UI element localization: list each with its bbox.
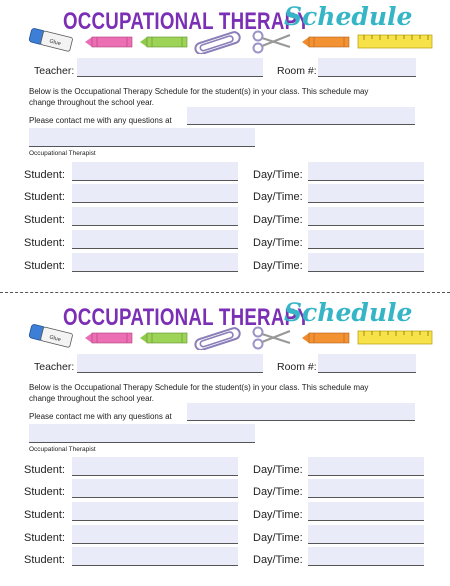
teacher-field[interactable] <box>77 354 263 373</box>
daytime-label: Day/Time: <box>253 509 303 521</box>
student-field[interactable] <box>72 502 238 521</box>
teacher-label: Teacher: <box>34 65 75 77</box>
daytime-field[interactable] <box>308 525 424 544</box>
cut-line <box>0 292 450 293</box>
svg-text:Glue: Glue <box>48 334 62 344</box>
ruler-icon <box>358 35 432 48</box>
therapist-label: Occupational Therapist <box>29 446 96 453</box>
green-crayon-icon <box>140 333 187 343</box>
schedule-form-top <box>0 0 450 290</box>
daytime-label: Day/Time: <box>253 554 303 566</box>
student-field[interactable] <box>72 230 238 249</box>
room-field[interactable] <box>318 354 416 373</box>
glue-stick-icon <box>29 28 73 52</box>
daytime-label: Day/Time: <box>253 169 303 181</box>
daytime-field[interactable] <box>308 502 424 521</box>
title-main: OCCUPATIONAL THERAPY <box>63 304 311 331</box>
daytime-label: Day/Time: <box>253 260 303 272</box>
title-script: Schedule <box>284 2 413 31</box>
title-script: Schedule <box>284 298 413 327</box>
intro-line-2: change throughout the school year. <box>29 394 154 403</box>
room-label: Room #: <box>277 361 317 373</box>
student-field[interactable] <box>72 547 238 566</box>
student-label: Student: <box>24 464 65 476</box>
supplies-banner <box>0 324 450 350</box>
intro-line-1: Below is the Occupational Therapy Schedule for the student(s) in your class. This schedule may <box>29 87 369 96</box>
student-field[interactable] <box>72 162 238 181</box>
daytime-field[interactable] <box>308 457 424 476</box>
orange-crayon-icon <box>302 333 349 343</box>
glue-stick-icon <box>29 324 73 348</box>
orange-crayon-icon <box>302 37 349 47</box>
student-label: Student: <box>24 237 65 249</box>
student-label: Student: <box>24 554 65 566</box>
daytime-label: Day/Time: <box>253 214 303 226</box>
contact-field[interactable] <box>187 107 415 125</box>
teacher-field[interactable] <box>77 58 263 77</box>
therapist-field[interactable] <box>29 128 255 147</box>
pink-crayon-icon <box>85 37 132 47</box>
student-label: Student: <box>24 486 65 498</box>
scissors-icon <box>254 328 291 349</box>
intro-line-1: Below is the Occupational Therapy Schedule for the student(s) in your class. This schedule may <box>29 383 369 392</box>
room-label: Room #: <box>277 65 317 77</box>
therapist-label: Occupational Therapist <box>29 150 96 157</box>
title-main: OCCUPATIONAL THERAPY <box>63 8 311 35</box>
student-label: Student: <box>24 214 65 226</box>
daytime-field[interactable] <box>308 547 424 566</box>
intro-line-2: change throughout the school year. <box>29 98 154 107</box>
daytime-field[interactable] <box>308 253 424 272</box>
scissors-icon <box>254 32 291 53</box>
therapist-field[interactable] <box>29 424 255 443</box>
green-crayon-icon <box>140 37 187 47</box>
contact-label: Please contact me with any questions at <box>29 116 172 125</box>
student-label: Student: <box>24 260 65 272</box>
contact-label: Please contact me with any questions at <box>29 412 172 421</box>
student-field[interactable] <box>72 207 238 226</box>
daytime-label: Day/Time: <box>253 532 303 544</box>
contact-field[interactable] <box>187 403 415 421</box>
daytime-label: Day/Time: <box>253 237 303 249</box>
paper-clip-icon <box>194 327 241 350</box>
student-field[interactable] <box>72 457 238 476</box>
room-field[interactable] <box>318 58 416 77</box>
teacher-label: Teacher: <box>34 361 75 373</box>
student-label: Student: <box>24 169 65 181</box>
daytime-field[interactable] <box>308 207 424 226</box>
daytime-label: Day/Time: <box>253 486 303 498</box>
student-field[interactable] <box>72 253 238 272</box>
student-field[interactable] <box>72 525 238 544</box>
student-field[interactable] <box>72 479 238 498</box>
supplies-banner <box>0 28 450 54</box>
daytime-field[interactable] <box>308 162 424 181</box>
daytime-field[interactable] <box>308 230 424 249</box>
paper-clip-icon <box>194 31 241 54</box>
daytime-label: Day/Time: <box>253 191 303 203</box>
student-label: Student: <box>24 191 65 203</box>
student-label: Student: <box>24 532 65 544</box>
pink-crayon-icon <box>85 333 132 343</box>
daytime-field[interactable] <box>308 479 424 498</box>
daytime-label: Day/Time: <box>253 464 303 476</box>
student-label: Student: <box>24 509 65 521</box>
student-field[interactable] <box>72 184 238 203</box>
svg-text:Glue: Glue <box>48 38 62 48</box>
ruler-icon <box>358 331 432 344</box>
daytime-field[interactable] <box>308 184 424 203</box>
schedule-form-bottom <box>0 296 450 586</box>
